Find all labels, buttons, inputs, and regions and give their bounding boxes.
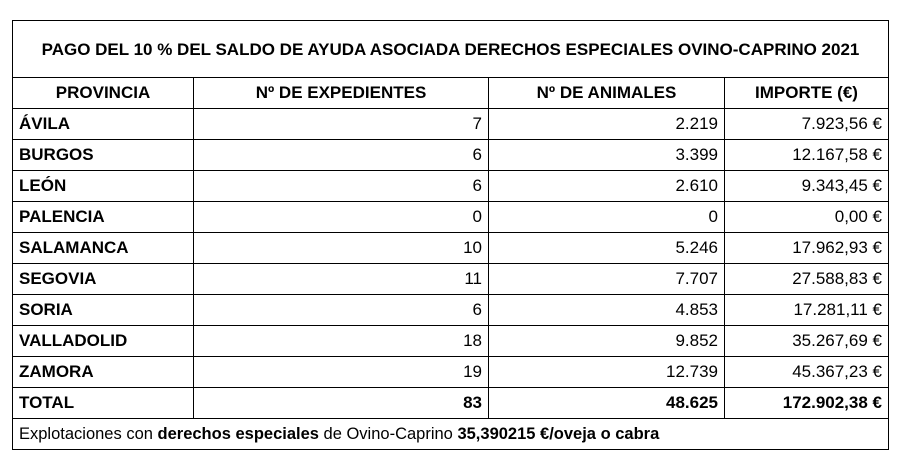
cell-animales: 12.739 [489, 357, 725, 388]
title-row [13, 21, 889, 78]
cell-animales: 2.219 [489, 109, 725, 140]
footnote [13, 419, 889, 450]
table-row [13, 109, 889, 140]
total-row [13, 388, 889, 419]
cell-importe: 12.167,58 € [725, 140, 889, 171]
payment-table [12, 20, 889, 450]
table-title: PAGO DEL 10 % DEL SALDO DE AYUDA ASOCIADA DERECHOS ESPECIALES OVINO-CAPRINO 2021 [13, 21, 889, 78]
cell-expedientes: 10 [194, 233, 489, 264]
cell-provincia: PALENCIA [13, 202, 194, 233]
note-text-3: de Ovino-Caprino [318, 425, 458, 443]
table-row [13, 326, 889, 357]
cell-animales: 7.707 [489, 264, 725, 295]
cell-expedientes: 0 [194, 202, 489, 233]
total-expedientes: 83 [194, 388, 489, 419]
cell-provincia: SEGOVIA [13, 264, 194, 295]
header-expedientes: Nº DE EXPEDIENTES [194, 78, 489, 109]
cell-expedientes: 19 [194, 357, 489, 388]
cell-expedientes: 6 [194, 295, 489, 326]
header-importe: IMPORTE (€) [725, 78, 889, 109]
cell-provincia: VALLADOLID [13, 326, 194, 357]
header-row [13, 78, 889, 109]
cell-provincia: ZAMORA [13, 357, 194, 388]
cell-provincia: SALAMANCA [13, 233, 194, 264]
note-text-2: derechos especiales [157, 425, 319, 443]
table-row [13, 357, 889, 388]
document [12, 20, 889, 450]
cell-importe: 17.281,11 € [725, 295, 889, 326]
cell-animales: 2.610 [489, 171, 725, 202]
table-row [13, 202, 889, 233]
cell-importe: 0,00 € [725, 202, 889, 233]
cell-expedientes: 7 [194, 109, 489, 140]
note-text-4: 35,390215 €/oveja o cabra [457, 425, 660, 443]
table-row [13, 140, 889, 171]
cell-provincia: LEÓN [13, 171, 194, 202]
cell-animales: 4.853 [489, 295, 725, 326]
table-row [13, 171, 889, 202]
cell-animales: 0 [489, 202, 725, 233]
cell-expedientes: 11 [194, 264, 489, 295]
cell-importe: 7.923,56 € [725, 109, 889, 140]
cell-importe: 9.343,45 € [725, 171, 889, 202]
cell-provincia: SORIA [13, 295, 194, 326]
table-body [13, 109, 889, 388]
note-text-1: Explotaciones con [19, 425, 158, 443]
note-row [13, 419, 889, 450]
cell-importe: 27.588,83 € [725, 264, 889, 295]
cell-animales: 3.399 [489, 140, 725, 171]
header-animales: Nº DE ANIMALES [489, 78, 725, 109]
table-row [13, 295, 889, 326]
cell-provincia: ÁVILA [13, 109, 194, 140]
cell-expedientes: 6 [194, 171, 489, 202]
cell-expedientes: 18 [194, 326, 489, 357]
table-row [13, 264, 889, 295]
cell-provincia: BURGOS [13, 140, 194, 171]
total-label: TOTAL [13, 388, 194, 419]
cell-animales: 9.852 [489, 326, 725, 357]
total-animales: 48.625 [489, 388, 725, 419]
cell-importe: 35.267,69 € [725, 326, 889, 357]
total-importe: 172.902,38 € [725, 388, 889, 419]
table-row [13, 233, 889, 264]
cell-importe: 45.367,23 € [725, 357, 889, 388]
header-provincia: PROVINCIA [13, 78, 194, 109]
cell-importe: 17.962,93 € [725, 233, 889, 264]
cell-expedientes: 6 [194, 140, 489, 171]
cell-animales: 5.246 [489, 233, 725, 264]
